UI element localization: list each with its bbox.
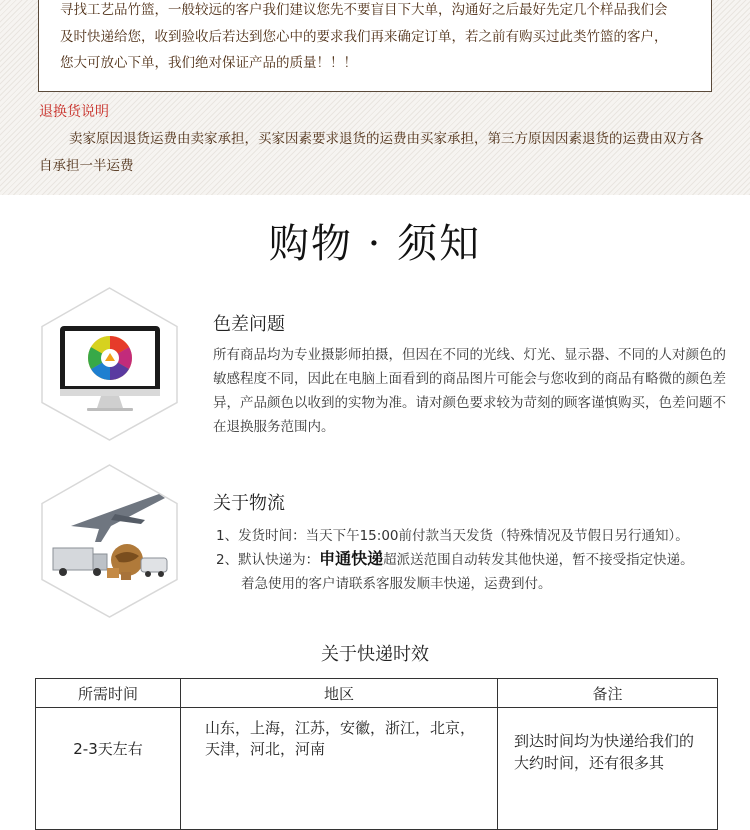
notice-line-3: 您大可放心下单，我们绝对保证产品的质量！！！ <box>60 55 357 71</box>
cell-region: 山东，上海，江苏，安徽，浙江，北京，天津，河北，河南 <box>181 708 498 830</box>
header-note: 备注 <box>498 679 718 708</box>
monitor-color-wheel-icon <box>41 287 178 441</box>
notice-line-2: 及时快递给您，收到验收后若达到您心中的要求我们再来确定订单，若之前有购买过此类竹篮的客户， <box>60 28 668 45</box>
color-section-title: 色差问题 <box>213 314 285 335</box>
delivery-table-title: 关于快递时效 <box>321 644 429 665</box>
express-name: 申通快递 <box>319 549 384 568</box>
cell-time: 2-3天左右 <box>36 708 181 830</box>
color-section-body: 所有商品均为专业摄影师拍摄，但因在不同的光线、灯光、显示器、不同的人对颜色的敏感程度不同，因此在电脑上面看到的商品图片可能会与您收到的商品有略微的颜色差异，产品颜色以收到的实物为准。请对颜色要求较为苛刻的顾客谨慎购买，色差问题不在退换服务范围内。 <box>213 347 726 435</box>
logistics-item-2-prefix: 2、默认快递为： <box>216 552 320 568</box>
table-header-row <box>36 679 718 708</box>
returns-title: 退换货说明 <box>39 104 109 120</box>
delivery-table <box>35 678 718 830</box>
logistics-item-2-suffix: 超派送范围自动转发其他快递，暂不接受指定快递。 <box>383 552 694 568</box>
header-region: 地区 <box>181 679 498 708</box>
logistics-item-1: 1、发货时间：当天下午15:00前付款当天发货（特殊情况及节假日另行通知）。 <box>216 528 689 544</box>
header-time: 所需时间 <box>36 679 181 708</box>
returns-text: 卖家原因退货运费由卖家承担，买家因素要求退货的运费由买家承担，第三方原因因素退货的运费由双方各自承担一半运费 <box>39 131 704 174</box>
page-title: 购物 · 须知 <box>268 221 482 267</box>
logistics-section-title: 关于物流 <box>213 493 285 514</box>
logistics-item-2-line2: 着急使用的客户请联系客服发顺丰快递，运费到付。 <box>241 576 552 592</box>
airplane-truck-logistics-icon <box>41 464 178 618</box>
table-row <box>36 708 718 830</box>
logistics-item-2 <box>216 546 694 569</box>
cell-note: 到达时间均为快递给我们的大约时间，还有很多其 <box>498 708 718 830</box>
notice-text <box>60 0 700 77</box>
notice-box <box>38 0 712 92</box>
notice-line-1: 寻找工艺品竹篮，一般较远的客户我们建议您先不要盲目下大单，沟通好之后最好先定几个样品我们会 <box>60 2 668 18</box>
